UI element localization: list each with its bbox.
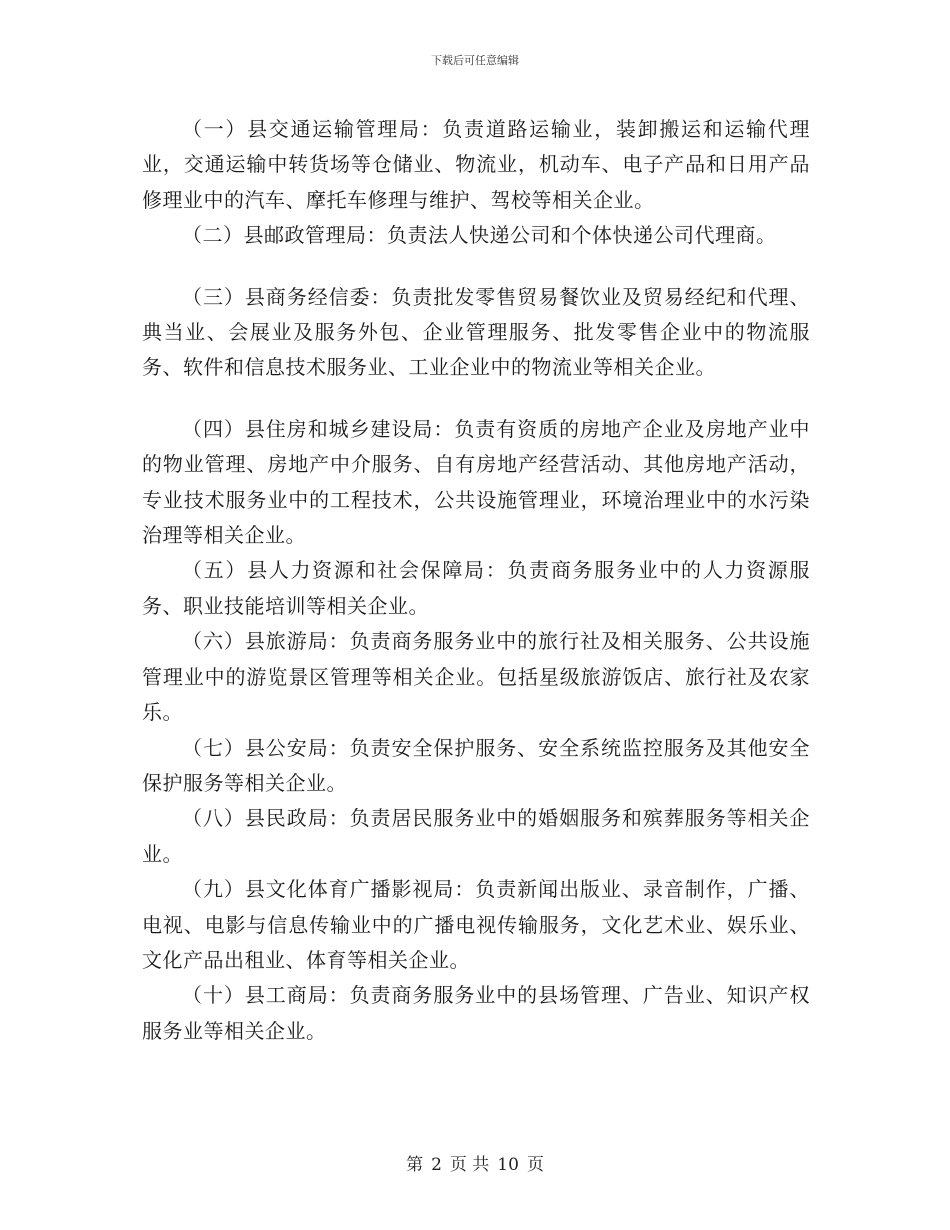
paragraph-5-human-resources: （五）县人力资源和社会保障局：负责商务服务业中的人力资源服务、职业技能培训等相关企业。 (142, 558, 810, 618)
page-footer (0, 1154, 950, 1176)
paragraph-9-culture-sports: （九）县文化体育广播影视局：负责新闻出版业、录音制作，广播、电视、电影与信息传输业中的广播电视传输服务，文化艺术业、娱乐业、文化产品出租业、体育等相关企业。 (142, 877, 810, 972)
paragraph-7-public-security: （七）县公安局：负责安全保护服务、安全系统监控服务及其他安全保护服务等相关企业。 (142, 735, 810, 795)
paragraph-3-commerce: （三）县商务经信委：负责批发零售贸易餐饮业及贸易经纪和代理、典当业、会展业及服务外包、企业管理服务、批发零售企业中的物流服务、软件和信息技术服务业、工业企业中的物流业等相关企业。 (142, 284, 810, 380)
page-label-suffix: 页 (526, 1155, 544, 1175)
paragraph-6-tourism: （六）县旅游局：负责商务服务业中的旅行社及相关服务、公共设施管理业中的游览景区管理等相关企业。包括星级旅游饭店、旅行社及农家乐。 (142, 629, 810, 725)
paragraph-8-civil-affairs: （八）县民政局：负责居民服务业中的婚姻服务和殡葬服务等相关企业。 (142, 806, 810, 866)
paragraph-4-housing: （四）县住房和城乡建设局：负责有资质的房地产企业及房地产业中的物业管理、房地产中介服务、自有房地产经营活动、其他房地产活动，专业技术服务业中的工程技术，公共设施管理业，环境治理业中的水污染治理等相关企业。 (142, 416, 810, 548)
document-body (142, 112, 810, 1049)
current-page-number: 2 (431, 1155, 442, 1175)
page-header: 下载后可任意编辑 (431, 54, 519, 67)
paragraph-10-industry-commerce: （十）县工商局：负责商务服务业中的县场管理、广告业、知识产权服务业等相关企业。 (142, 983, 810, 1043)
paragraph-2-postal: （二）县邮政管理局：负责法人快递公司和个体快递公司代理商。 (182, 223, 777, 248)
total-pages-number: 10 (497, 1155, 519, 1175)
paragraph-1-transport: （一）县交通运输管理局：负责道路运输业，装卸搬运和运输代理业，交通运输中转货场等仓储业、物流业，机动车、电子产品和日用产品修理业中的汽车、摩托车修理与维护、驾校等相关企业。 (142, 117, 810, 212)
page-label-prefix: 第 (406, 1155, 424, 1175)
page-label-mid: 页 共 (449, 1155, 490, 1175)
